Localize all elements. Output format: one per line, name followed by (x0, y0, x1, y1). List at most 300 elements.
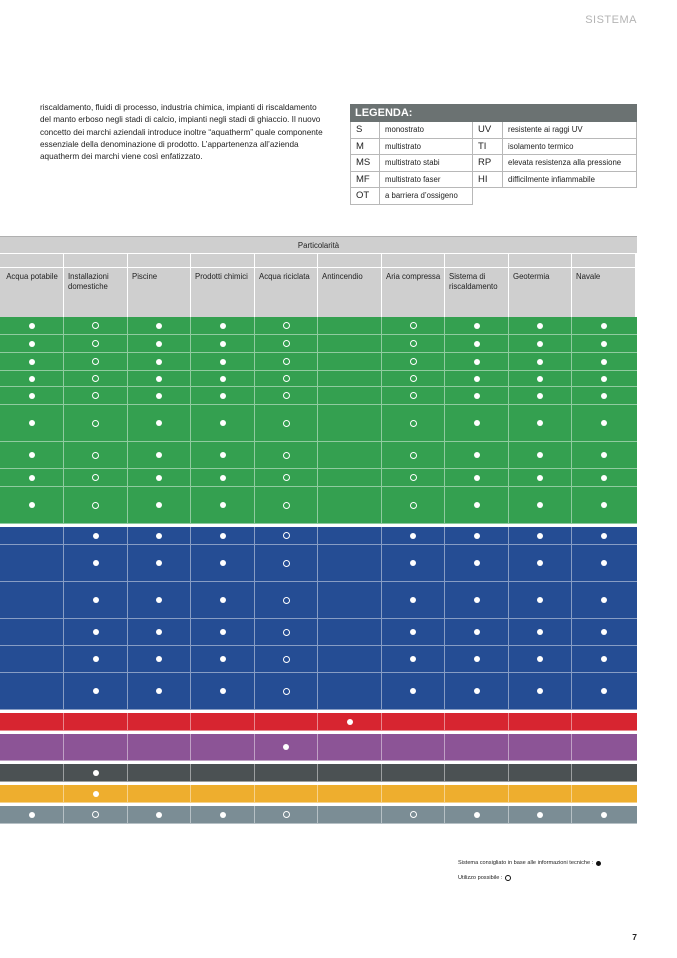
table-cell (63, 469, 127, 486)
table-cell (571, 646, 635, 672)
full-dot-icon (474, 341, 480, 347)
table-cell (190, 713, 254, 730)
table-cell (444, 545, 508, 581)
legend-code: MF (350, 172, 380, 189)
table-cell (127, 619, 190, 645)
open-circle-icon (283, 532, 290, 539)
table-cell (571, 487, 635, 523)
table-cell (190, 545, 254, 581)
open-circle-icon (410, 452, 417, 459)
legend-grid (350, 122, 637, 205)
table-cell (571, 317, 635, 334)
table-cell (508, 764, 571, 781)
table-cell (444, 335, 508, 352)
table-header-row (0, 267, 637, 317)
table-cell (0, 734, 63, 760)
table-cell (508, 673, 571, 709)
table-cell (63, 734, 127, 760)
table-row (0, 387, 637, 405)
legend-box (350, 104, 637, 205)
open-circle-icon (283, 340, 290, 347)
column-header: Installazioni domestiche (63, 268, 127, 317)
footnote-possible (458, 875, 511, 881)
open-circle-icon (283, 322, 290, 329)
table-cell (508, 371, 571, 386)
table-cell (381, 317, 444, 334)
table-cell (127, 734, 190, 760)
table-cell (444, 353, 508, 370)
legend-description: isolamento termico (503, 139, 637, 156)
table-row (0, 713, 637, 731)
table-cell (190, 469, 254, 486)
table-cell (0, 387, 63, 404)
full-dot-icon (93, 656, 99, 662)
table-cell (444, 785, 508, 802)
table-cell (0, 442, 63, 468)
full-dot-icon (474, 533, 480, 539)
table-cell (317, 527, 381, 544)
open-circle-icon (92, 474, 99, 481)
table-cell (317, 335, 381, 352)
full-dot-icon (156, 533, 162, 539)
table-cell (317, 673, 381, 709)
table-cell (0, 785, 63, 802)
applications-table (0, 236, 637, 824)
header-blank-cell (508, 254, 571, 267)
full-dot-icon (474, 420, 480, 426)
table-body (0, 317, 637, 824)
table-cell (444, 387, 508, 404)
page-number: 7 (632, 932, 637, 942)
full-dot-icon (29, 502, 35, 508)
legend-code: S (350, 122, 380, 139)
legend-code: TI (473, 139, 503, 156)
full-dot-icon (410, 688, 416, 694)
table-cell (190, 371, 254, 386)
table-cell (317, 734, 381, 760)
table-cell (508, 442, 571, 468)
legend-description: resistente ai raggi UV (503, 122, 637, 139)
table-row (0, 806, 637, 824)
intro-paragraph: riscaldamento, fluidi di processo, industria chimica, impianti di riscaldamento del manto erboso negli stadi di calcio, impianti negli stadi di ghiaccio. Il nuovo concetto dei marchi aziendali introduce inoltre “aquatherm” quale componente essenziale della denominazione di prodotto. L’appartenenza all’azienda aquatherm dei marchi viene così enfatizzato. (40, 103, 323, 162)
table-cell (190, 646, 254, 672)
full-dot-icon (474, 502, 480, 508)
table-cell (63, 619, 127, 645)
header-blank-cell (127, 254, 190, 267)
table-cell (381, 371, 444, 386)
full-dot-icon (537, 629, 543, 635)
table-cell (254, 469, 317, 486)
table-cell (127, 335, 190, 352)
table-cell (0, 545, 63, 581)
table-cell (444, 442, 508, 468)
legend-code: UV (473, 122, 503, 139)
table-cell (571, 405, 635, 441)
table-cell (381, 487, 444, 523)
full-dot-icon (220, 323, 226, 329)
open-circle-icon (410, 811, 417, 818)
table-cell (0, 469, 63, 486)
full-dot-icon (29, 812, 35, 818)
full-dot-icon (537, 452, 543, 458)
table-row (0, 405, 637, 442)
table-cell (63, 764, 127, 781)
table-cell (63, 317, 127, 334)
full-dot-icon (537, 533, 543, 539)
header-blank-cell (63, 254, 127, 267)
table-cell (190, 405, 254, 441)
table-row (0, 545, 637, 582)
full-dot-icon (29, 475, 35, 481)
full-dot-icon (156, 560, 162, 566)
table-cell (571, 335, 635, 352)
table-cell (508, 387, 571, 404)
table-cell (381, 619, 444, 645)
table-cell (190, 317, 254, 334)
header-blank-cell (254, 254, 317, 267)
table-row (0, 646, 637, 673)
open-circle-icon (410, 474, 417, 481)
table-cell (0, 764, 63, 781)
full-dot-icon (347, 719, 353, 725)
full-dot-icon (601, 812, 607, 818)
table-cell (0, 673, 63, 709)
open-circle-icon (410, 420, 417, 427)
table-cell (444, 646, 508, 672)
table-cell (190, 785, 254, 802)
full-dot-icon (601, 359, 607, 365)
table-cell (127, 582, 190, 618)
table-cell (127, 353, 190, 370)
table-cell (444, 734, 508, 760)
full-dot-icon (537, 323, 543, 329)
open-circle-icon (92, 375, 99, 382)
full-dot-icon (601, 393, 607, 399)
full-dot-icon (537, 688, 543, 694)
table-cell (508, 785, 571, 802)
table-cell (444, 713, 508, 730)
full-dot-icon (156, 475, 162, 481)
table-cell (63, 806, 127, 823)
full-dot-icon (29, 323, 35, 329)
footnote-recommended-label: Sistema consigliato in base alle informazioni tecniche : (458, 860, 594, 866)
full-dot-icon (156, 688, 162, 694)
table-cell (127, 673, 190, 709)
full-dot-icon (537, 420, 543, 426)
table-cell (0, 371, 63, 386)
table-cell (63, 371, 127, 386)
table-cell (571, 734, 635, 760)
full-dot-icon (156, 629, 162, 635)
table-cell (317, 469, 381, 486)
full-dot-icon (537, 341, 543, 347)
full-dot-icon (220, 341, 226, 347)
table-cell (254, 785, 317, 802)
open-circle-icon (92, 340, 99, 347)
table-cell (254, 619, 317, 645)
full-dot-icon (601, 629, 607, 635)
table-row (0, 335, 637, 353)
full-dot-icon (410, 533, 416, 539)
table-cell (571, 527, 635, 544)
table-cell (254, 335, 317, 352)
full-dot-icon (474, 688, 480, 694)
table-row (0, 353, 637, 371)
table-cell (254, 806, 317, 823)
table-cell (508, 487, 571, 523)
open-circle-icon (283, 560, 290, 567)
table-cell (63, 405, 127, 441)
table-cell (317, 371, 381, 386)
full-dot-icon (156, 502, 162, 508)
open-circle-icon (410, 340, 417, 347)
table-cell (0, 335, 63, 352)
table-cell (317, 713, 381, 730)
full-dot-icon (537, 376, 543, 382)
table-cell (317, 405, 381, 441)
full-dot-icon (601, 475, 607, 481)
table-cell (381, 335, 444, 352)
full-dot-icon (601, 452, 607, 458)
full-dot-icon (220, 597, 226, 603)
table-cell (254, 734, 317, 760)
table-cell (317, 582, 381, 618)
open-circle-icon (410, 358, 417, 365)
table-cell (0, 487, 63, 523)
full-dot-icon (29, 420, 35, 426)
column-header: Navale (571, 268, 635, 317)
table-header-blank-row (0, 253, 637, 267)
table-cell (317, 545, 381, 581)
full-dot-icon (29, 393, 35, 399)
table-cell (190, 442, 254, 468)
legend-code: MS (350, 155, 380, 172)
open-circle-icon (283, 474, 290, 481)
table-cell (127, 487, 190, 523)
table-cell (63, 387, 127, 404)
table-cell (571, 387, 635, 404)
table-cell (381, 785, 444, 802)
table-cell (0, 582, 63, 618)
full-dot-icon (93, 770, 99, 776)
full-dot-icon (537, 393, 543, 399)
full-dot-icon (93, 597, 99, 603)
full-dot-icon (156, 359, 162, 365)
open-circle-icon (92, 452, 99, 459)
legend-description: multistrato stabi (380, 155, 473, 172)
table-cell (317, 487, 381, 523)
open-circle-icon (410, 375, 417, 382)
table-span-header: Particolarità (0, 236, 637, 253)
full-dot-icon (29, 359, 35, 365)
table-row (0, 317, 637, 335)
full-dot-icon (474, 393, 480, 399)
full-dot-icon (601, 376, 607, 382)
full-dot-icon (220, 359, 226, 365)
full-dot-icon (601, 533, 607, 539)
table-cell (127, 527, 190, 544)
table-cell (254, 527, 317, 544)
footnote-recommended (458, 860, 601, 866)
table-cell (571, 469, 635, 486)
table-cell (254, 353, 317, 370)
full-dot-icon (474, 323, 480, 329)
full-dot-icon (220, 502, 226, 508)
table-cell (381, 673, 444, 709)
full-dot-icon (93, 688, 99, 694)
full-dot-icon (156, 376, 162, 382)
table-cell (0, 646, 63, 672)
table-cell (127, 785, 190, 802)
table-row (0, 785, 637, 803)
table-cell (0, 317, 63, 334)
table-cell (254, 673, 317, 709)
legend-code: RP (473, 155, 503, 172)
table-cell (0, 619, 63, 645)
full-dot-icon (601, 323, 607, 329)
table-cell (127, 713, 190, 730)
full-dot-icon (93, 629, 99, 635)
full-dot-icon (537, 475, 543, 481)
full-dot-icon (220, 452, 226, 458)
full-dot-icon (474, 629, 480, 635)
table-cell (63, 545, 127, 581)
footnote-possible-label: Utilizzo possibile : (458, 875, 503, 881)
table-cell (444, 487, 508, 523)
full-dot-icon (29, 341, 35, 347)
column-header: Piscine (127, 268, 190, 317)
full-dot-icon (220, 560, 226, 566)
table-cell (317, 387, 381, 404)
table-cell (127, 764, 190, 781)
table-cell (63, 335, 127, 352)
open-circle-icon (283, 502, 290, 509)
full-dot-icon (156, 656, 162, 662)
full-dot-icon (156, 812, 162, 818)
legend-description: monostrato (380, 122, 473, 139)
table-cell (63, 442, 127, 468)
legend-description: multistrato faser (380, 172, 473, 189)
table-cell (127, 469, 190, 486)
open-circle-icon (410, 502, 417, 509)
table-cell (508, 469, 571, 486)
open-circle-icon (92, 358, 99, 365)
full-dot-icon (410, 629, 416, 635)
full-dot-icon (537, 812, 543, 818)
table-cell (381, 713, 444, 730)
full-dot-icon (601, 560, 607, 566)
open-circle-icon (283, 420, 290, 427)
open-circle-icon (283, 656, 290, 663)
table-cell (190, 806, 254, 823)
table-cell (190, 673, 254, 709)
table-cell (63, 713, 127, 730)
full-dot-icon (410, 560, 416, 566)
table-cell (444, 371, 508, 386)
table-cell (190, 387, 254, 404)
table-cell (190, 335, 254, 352)
full-dot-icon (29, 452, 35, 458)
table-cell (190, 582, 254, 618)
full-dot-icon (601, 502, 607, 508)
open-circle-icon (92, 420, 99, 427)
full-dot-icon (93, 533, 99, 539)
full-dot-icon (156, 323, 162, 329)
table-cell (63, 527, 127, 544)
full-dot-icon (156, 597, 162, 603)
table-cell (381, 545, 444, 581)
column-header: Acqua riciclata (254, 268, 317, 317)
column-header: Geotermia (508, 268, 571, 317)
table-cell (381, 353, 444, 370)
table-cell (444, 806, 508, 823)
table-row (0, 442, 637, 469)
legend-description: elevata resistenza alla pressione (503, 155, 637, 172)
open-circle-icon (92, 392, 99, 399)
table-cell (571, 442, 635, 468)
table-cell (254, 371, 317, 386)
table-cell (508, 713, 571, 730)
table-cell (381, 405, 444, 441)
table-cell (317, 646, 381, 672)
table-cell (381, 646, 444, 672)
legend-code: OT (350, 188, 380, 205)
table-cell (508, 806, 571, 823)
full-dot-icon (156, 393, 162, 399)
table-cell (190, 353, 254, 370)
table-row (0, 619, 637, 646)
table-cell (571, 619, 635, 645)
table-cell (127, 545, 190, 581)
table-cell (508, 619, 571, 645)
table-cell (254, 487, 317, 523)
full-dot-icon (156, 420, 162, 426)
table-row (0, 371, 637, 387)
full-dot-icon (537, 359, 543, 365)
table-cell (0, 405, 63, 441)
header-blank-cell (190, 254, 254, 267)
column-header: Sistema di riscaldamento (444, 268, 508, 317)
full-dot-icon (474, 597, 480, 603)
table-cell (127, 442, 190, 468)
legend-code: M (350, 139, 380, 156)
table-cell (444, 764, 508, 781)
full-dot-icon (93, 560, 99, 566)
full-dot-icon (220, 656, 226, 662)
table-cell (444, 469, 508, 486)
table-cell (508, 545, 571, 581)
table-cell (381, 764, 444, 781)
column-header: Antincendio (317, 268, 381, 317)
full-dot-icon (601, 597, 607, 603)
legend-title: LEGENDA: (350, 104, 637, 122)
table-cell (63, 785, 127, 802)
table-cell (0, 353, 63, 370)
full-dot-icon (156, 452, 162, 458)
table-cell (254, 387, 317, 404)
table-cell (508, 646, 571, 672)
table-cell (254, 545, 317, 581)
table-cell (0, 713, 63, 730)
table-row (0, 527, 637, 545)
table-cell (571, 713, 635, 730)
open-circle-icon (283, 392, 290, 399)
table-cell (127, 646, 190, 672)
table-cell (508, 353, 571, 370)
table-cell (317, 619, 381, 645)
open-circle-icon (283, 688, 290, 695)
table-row (0, 673, 637, 710)
